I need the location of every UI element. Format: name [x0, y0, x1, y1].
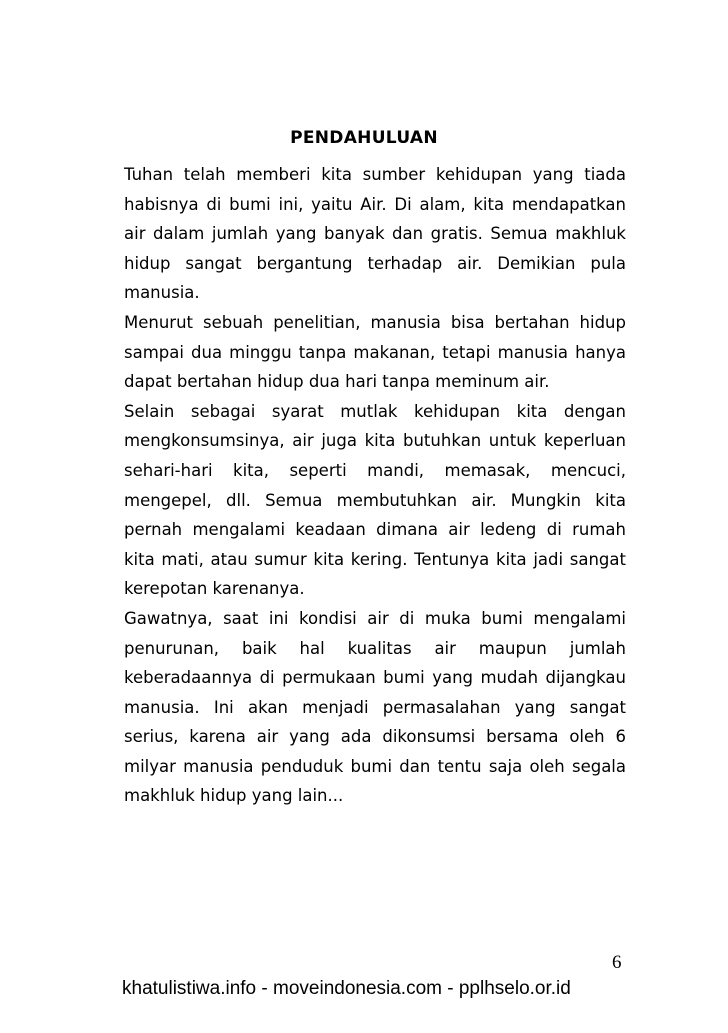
- paragraph-research: Menurut sebuah penelitian, manusia bisa bertahan hidup sampai dua minggu tanpa makanan, tetapi manusia hanya dapat bertahan hidup dua hari tanpa meminum air.: [124, 312, 626, 392]
- paragraph-intro: Tuhan telah memberi kita sumber kehidupan yang tiada habisnya di bumi ini, yaitu Air. Di alam, kita mendapatkan air dalam jumlah yang banyak dan gratis. Semua makhluk hidup sangat bergantung terhadap air. Demikian pula manusia.: [124, 165, 626, 303]
- paragraph-daily-needs: Selain sebagai syarat mutlak kehidupan kita dengan mengkonsumsinya, air juga kita butuhkan untuk keperluan sehari-hari kita, seperti mandi, memasak, mencuci, mengepel, dll. Semua membutuhkan air. Mungkin kita pernah mengalami keadaan dimana air ledeng di rumah kita mati, atau sumur kita kering. Tentunya kita jadi sangat kerepotan karenanya.: [124, 401, 626, 599]
- page-title: PENDAHULUAN: [290, 128, 438, 148]
- footer-sources: khatulistiwa.info - moveindonesia.com - pplhselo.or.id: [122, 978, 571, 999]
- page-number: 6: [612, 952, 622, 973]
- body-text: [124, 160, 626, 811]
- paragraph-conditions: Gawatnya, saat ini kondisi air di muka bumi mengalami penurunan, baik hal kualitas air maupun jumlah keberadaannya di permukaan bumi yang mudah dijangkau manusia. Ini akan menjadi permasalahan yang sangat serius, karena air yang ada dikonsumsi bersama oleh 6 milyar manusia penduduk bumi dan tentu saja oleh segala makhluk hidup yang lain...: [124, 608, 626, 806]
